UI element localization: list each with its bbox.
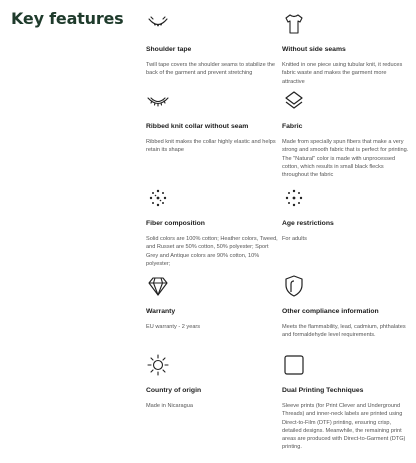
feature-title: Ribbed knit collar without seam bbox=[146, 123, 249, 130]
collar-icon bbox=[146, 89, 170, 113]
feature-title: Age restrictions bbox=[282, 220, 334, 227]
diamond-icon bbox=[146, 274, 170, 298]
feature-description: Sleeve prints (for Print Clever and Underground Threads) and inner-neck labels are printed using Direct-to-Film (DTF) printing, ensuring crisp, detailed designs. Meanwhile, the remaining print areas are produced with Direct-to-Garment (DTG) printing. bbox=[282, 403, 406, 451]
feature-ribbed-collar bbox=[146, 89, 281, 155]
feature-title: Shoulder tape bbox=[146, 46, 192, 53]
feature-description: Ribbed knit makes the collar highly elastic and helps retain its shape bbox=[146, 139, 276, 154]
feature-description: For adults bbox=[282, 236, 307, 242]
feature-description: Made in Nicaragua bbox=[146, 403, 193, 409]
feature-description: Meets the flammability, lead, cadmium, phthalates and formaldehyde level requirements. bbox=[282, 324, 406, 339]
feature-compliance bbox=[282, 274, 410, 340]
age-restriction-icon bbox=[282, 186, 306, 210]
feature-title: Fabric bbox=[282, 123, 303, 130]
feature-without-side-seams bbox=[282, 12, 410, 86]
feature-title: Country of origin bbox=[146, 387, 202, 394]
fabric-layers-icon bbox=[282, 89, 306, 113]
feature-shoulder-tape bbox=[146, 12, 281, 78]
square-icon bbox=[282, 353, 306, 377]
feature-fabric bbox=[282, 89, 410, 179]
sun-globe-icon bbox=[146, 353, 170, 377]
feature-title: Other compliance information bbox=[282, 308, 379, 315]
feature-title: Warranty bbox=[146, 308, 176, 315]
feature-title: Without side seams bbox=[282, 46, 346, 53]
feature-age-restrictions bbox=[282, 186, 410, 243]
feature-warranty bbox=[146, 274, 281, 331]
feature-country-of-origin bbox=[146, 353, 281, 410]
shield-icon bbox=[282, 274, 306, 298]
feature-description: EU warranty - 2 years bbox=[146, 324, 201, 330]
page-title: Key features bbox=[11, 9, 124, 28]
fiber-composition-icon bbox=[146, 186, 170, 210]
feature-fiber-composition bbox=[146, 186, 281, 268]
feature-description: Twill tape covers the shoulder seams to stabilize the back of the garment and prevent stretching bbox=[146, 62, 276, 77]
feature-title: Fiber composition bbox=[146, 220, 205, 227]
feature-description: Solid colors are 100% cotton; Heather colors, Tweed, and Russet are 50% cotton, 50% polyester; Sport Grey and Antique colors are 90% cotton, 10% polyester; bbox=[146, 236, 278, 267]
feature-dual-printing bbox=[282, 353, 410, 452]
feature-description: Made from specially spun fibers that make a very strong and smooth fabric that is perfect for printing. The "Natural" color is made with unprocessed cotton, which results in small black flecks throughout the fabric bbox=[282, 139, 409, 179]
feature-description: Knitted in one piece using tubular knit, it reduces fabric waste and makes the garment more attractive bbox=[282, 62, 403, 85]
tshirt-icon bbox=[282, 12, 306, 36]
shoulder-tape-icon bbox=[146, 12, 170, 36]
feature-title: Dual Printing Techniques bbox=[282, 387, 364, 394]
